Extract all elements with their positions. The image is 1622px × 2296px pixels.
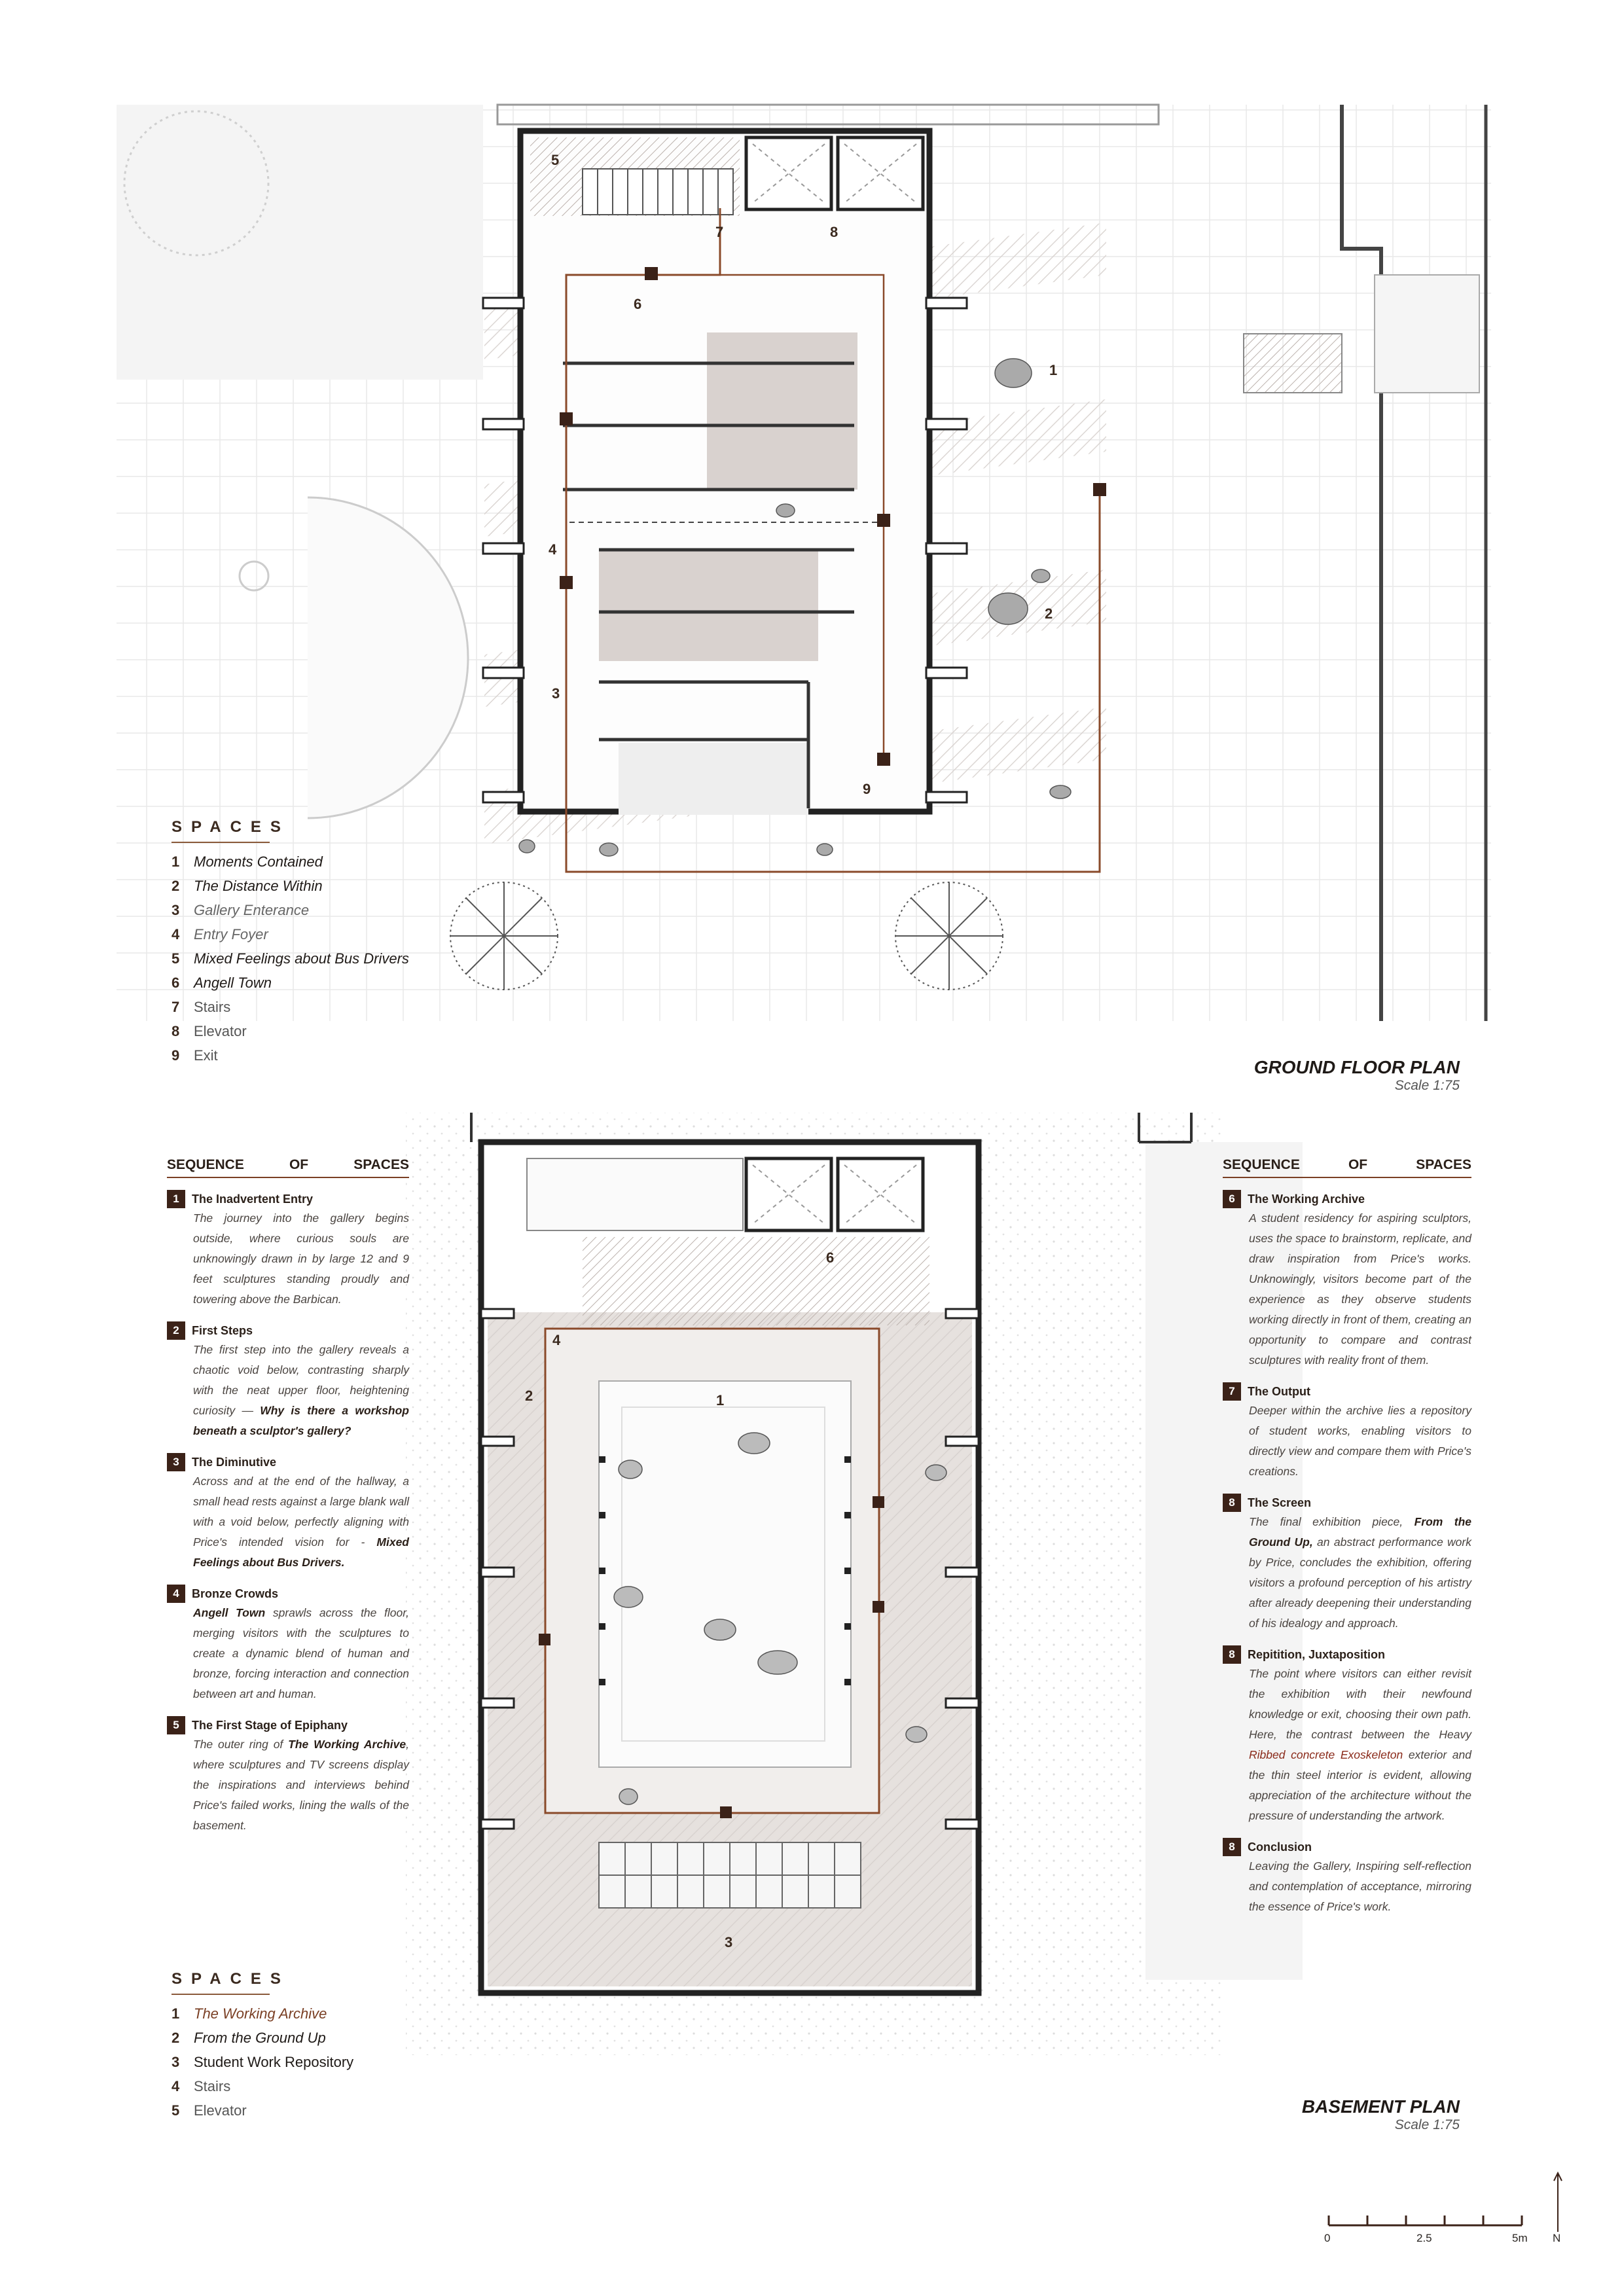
north-label: N (1553, 2232, 1561, 2244)
plan-title: BASEMENT PLAN (1301, 2096, 1460, 2117)
legend-divider (171, 1994, 270, 1995)
sequence-heading: SEQUENCE OF SPACES (167, 1157, 409, 1178)
basement-spaces-list (171, 2001, 446, 2123)
stairs (583, 169, 733, 215)
sequence-item: 8 Conclusion Leaving the Gallery, Inspiring self-reflection and contemplation of acceptance, mirroring the essence of Price's work. (1223, 1838, 1471, 1917)
legend-item: 2 From the Ground Up (171, 2030, 326, 2046)
ground-marker-3: 3 (552, 685, 560, 702)
north-arrow (1554, 2173, 1562, 2232)
step-badge: 6 (1223, 1190, 1241, 1208)
legend-item: 7 Stairs (171, 999, 231, 1015)
legend-item: 5 Mixed Feelings about Bus Drivers (171, 950, 409, 967)
sequence-description: A student residency for aspiring sculptors, uses the space to brainstorm, replicate, and draw inspiration from Price's works. Unknowingly, visitors become part of the experience as they observe students working directly in front of them, creating an opportunity to compare and contrast sculptures with reality front of them. (1249, 1211, 1471, 1367)
legend-item: 1 The Working Archive (171, 2005, 327, 2022)
ground-marker-1: 1 (1049, 362, 1058, 378)
plan-scale: Scale 1:75 (1394, 1078, 1460, 1093)
legend-item: 3 Gallery Enterance (171, 902, 310, 918)
inner-workshop (599, 1381, 851, 1767)
sequence-description: Leaving the Gallery, Inspiring self-reflection and contemplation of acceptance, mirroring the essence of Price's work. (1249, 1859, 1471, 1913)
sequence-item: 2 First Steps The first step into the gallery reveals a chaotic void below, contrasting sharply with the neat upper floor, heightening curiosity — Why is there a workshop beneath a sculptor's gallery? (167, 1321, 409, 1441)
basement-plan-title-block (1113, 2096, 1460, 2133)
ground-marker-5: 5 (551, 152, 560, 168)
ground-spaces-list (171, 850, 433, 1067)
sequence-description: The point where visitors can either revisit the exhibition with their newfound knowledge or exit, choosing their own path. Here, the contrast between the Heavy Ribbed concrete Exoskeleton exterior and the thin steel interior is evident, allowing appreciation of the architecture without the pressure of understanding the artwork. (1249, 1667, 1472, 1822)
basement-marker-1: 1 (716, 1392, 725, 1408)
basement-marker-2: 2 (525, 1388, 533, 1404)
sequence-description: Angell Town sprawls across the floor, merging visitors with the sculptures to create a dynamic blend of human and bronze, forcing interaction and connection between art and human. (193, 1606, 410, 1700)
sequence-item: 8 Repitition, Juxtaposition The point where visitors can either revisit the exhibition with their newfound knowledge or exit, choosing their own path. Here, the contrast between the Heavy Ribbed concrete Exoskeleton exterior and the thin steel interior is evident, allowing appreciation of the architecture without the pressure of understanding the artwork. (1223, 1645, 1471, 1826)
sequence-left-column (167, 1157, 409, 1836)
sequence-item: 3 The Diminutive Across and at the end of the hallway, a small head rests against a large blank wall with a void below, perfectly aligning with Price's intended vision for - Mixed Feelings about Bus Drivers. (167, 1453, 409, 1573)
sequence-item: 4 Bronze Crowds Angell Town sprawls across the floor, merging visitors with the sculptures to create a dynamic blend of human and bronze, forcing interaction and connection between art and human. (167, 1585, 409, 1704)
basement-marker-6: 6 (826, 1249, 835, 1266)
legend-divider (171, 842, 270, 843)
basement-plan (406, 1113, 1303, 2055)
plan-title: GROUND FLOOR PLAN (1253, 1057, 1460, 1077)
scale-label-end: 5m (1512, 2232, 1528, 2244)
step-badge: 2 (167, 1321, 185, 1340)
scale-label-mid: 2.5 (1416, 2232, 1432, 2244)
step-badge: 8 (1223, 1645, 1241, 1664)
upper-landing-6 (583, 1237, 929, 1325)
step-badge: 4 (167, 1585, 185, 1603)
sequence-description: Deeper within the archive lies a repository of student works, enabling visitors to directly view and compare them with Price's creations. (1249, 1404, 1471, 1478)
ground-plan-title-block (1113, 1057, 1460, 1094)
legend-item: 5 Elevator (171, 2102, 247, 2119)
sequence-right-column (1223, 1157, 1471, 1917)
legend-item: 3 Student Work Repository (171, 2054, 354, 2070)
legend-item: 2 The Distance Within (171, 878, 323, 894)
scale-label-0: 0 (1324, 2232, 1331, 2244)
step-badge: 5 (167, 1716, 185, 1734)
basement-marker-4: 4 (552, 1332, 561, 1348)
sequence-heading: SEQUENCE OF SPACES (1223, 1157, 1471, 1178)
legend-item: 8 Elevator (171, 1023, 247, 1039)
repository-shelves (599, 1842, 861, 1908)
sequence-description: Across and at the end of the hallway, a small head rests against a large blank wall with a void below, perfectly aligning with Price's intended vision for - Mixed Feelings about Bus Drivers. (193, 1475, 409, 1569)
courtyard-block (117, 105, 483, 380)
sequence-description: The first step into the gallery reveals a chaotic void below, contrasting sharply with the neat upper floor, heightening curiosity — Why is there a workshop beneath a sculptor's gallery? (193, 1343, 409, 1437)
step-badge: 1 (167, 1190, 185, 1208)
step-badge: 3 (167, 1453, 185, 1471)
plan-scale: Scale 1:75 (1394, 2117, 1460, 2132)
sequence-item: 1 The Inadvertent Entry The journey into the gallery begins outside, where curious souls are unknowingly drawn in by large 12 and 9 feet sculptures standing proudly and towering above the Barbican. (167, 1190, 409, 1310)
east-stair (1244, 334, 1342, 393)
legend-item: 4 Entry Foyer (171, 926, 268, 942)
legend-item: 6 Angell Town (171, 975, 272, 991)
ground-marker-6: 6 (634, 296, 642, 312)
sequence-item: 7 The Output Deeper within the archive lies a repository of student works, enabling visitors to directly view and compare them with Price's creations. (1223, 1382, 1471, 1482)
sequence-item: 6 The Working Archive A student residency for aspiring sculptors, uses the space to brainstorm, replicate, and draw inspiration from Price's works. Unknowingly, visitors become part of the experience as they observe students working directly in front of them, creating an opportunity to compare and contrast sculptures with reality front of them. (1223, 1190, 1471, 1371)
ground-marker-4: 4 (549, 541, 557, 558)
ground-marker-9: 9 (863, 781, 871, 797)
ground-marker-2: 2 (1045, 605, 1053, 622)
sequence-item: 5 The First Stage of Epiphany The outer ring of The Working Archive, where sculptures and TV screens display the inspirations and interviews behind Price's failed works, lining the walls of the basement. (167, 1716, 409, 1836)
basement-marker-3: 3 (725, 1934, 733, 1950)
basement-spaces-legend (171, 1970, 446, 2123)
step-badge: 7 (1223, 1382, 1241, 1401)
legend-title: SPACES (171, 818, 290, 836)
step-badge: 8 (1223, 1494, 1241, 1512)
ground-marker-8: 8 (830, 224, 838, 240)
sequence-description: The journey into the gallery begins outside, where curious souls are unknowingly drawn in by large 12 and 9 feet sculptures standing proudly and towering above the Barbican. (193, 1211, 409, 1306)
ground-marker-7: 7 (715, 224, 724, 240)
ground-spaces-legend (171, 818, 433, 1067)
legend-title: SPACES (171, 1970, 290, 1988)
legend-item: 1 Moments Contained (171, 853, 323, 870)
scale-bar (1329, 2215, 1522, 2225)
sequence-description: The outer ring of The Working Archive, where sculptures and TV screens display the inspirations and interviews behind Price's failed works, lining the walls of the basement. (193, 1738, 409, 1832)
legend-item: 9 Exit (171, 1047, 218, 1064)
sequence-description: The final exhibition piece, From the Ground Up, an abstract performance work by Price, concludes the exhibition, offering visitors a profound perception of his artistry after already deepening their understanding of his idealogy and approach. (1249, 1515, 1471, 1630)
legend-item: 4 Stairs (171, 2078, 231, 2094)
step-badge: 8 (1223, 1838, 1241, 1856)
sequence-item: 8 The Screen The final exhibition piece, From the Ground Up, an abstract performance work by Price, concludes the exhibition, offering visitors a profound perception of his artistry after already deepening their understanding of his idealogy and approach. (1223, 1494, 1471, 1634)
